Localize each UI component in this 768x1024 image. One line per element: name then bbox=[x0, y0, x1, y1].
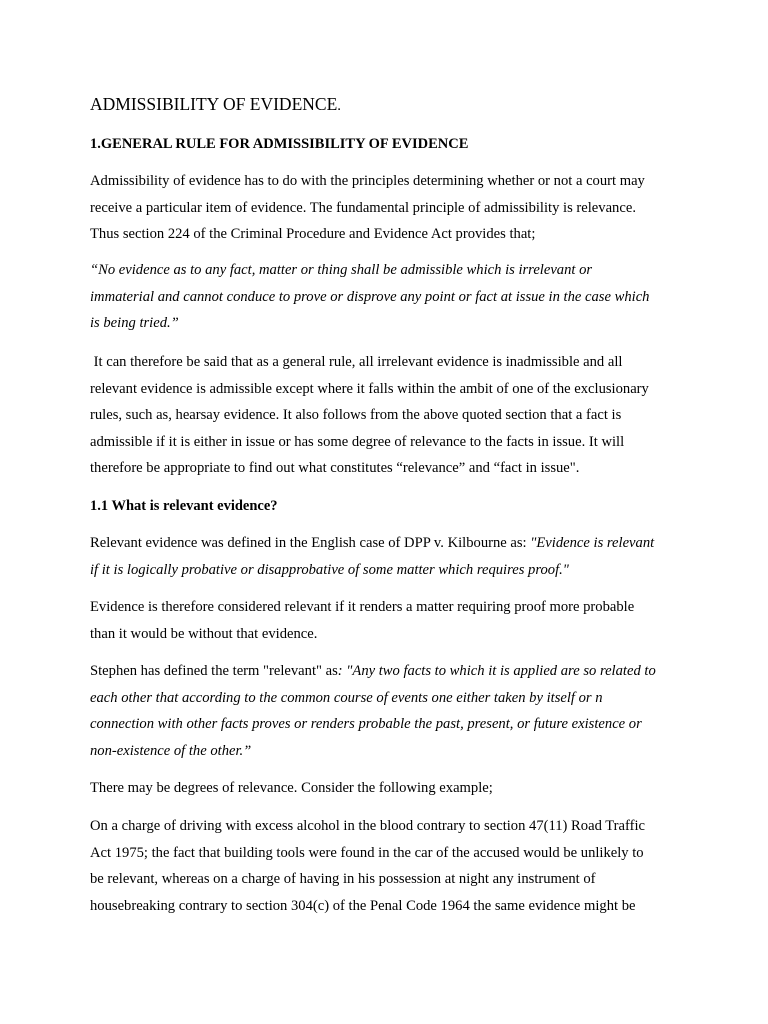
text-line: therefore be appropriate to find out what constitutes “relevance” and “fact in issue". bbox=[90, 460, 580, 477]
title-text: ADMISSIBILITY OF EVIDENCE bbox=[90, 94, 338, 114]
paragraph-example bbox=[90, 813, 690, 919]
paragraph-general-rule bbox=[90, 349, 690, 482]
text-line: It can therefore be said that as a general rule, all irrelevant evidence is inadmissible and all bbox=[90, 354, 623, 370]
quoted-definition: : "Any two facts to which it is applied are so related to bbox=[337, 663, 656, 679]
text-line: Thus section 224 of the Criminal Procedure and Evidence Act provides that; bbox=[90, 226, 536, 243]
quote-section-224 bbox=[90, 257, 690, 337]
quoted-definition: "Evidence is relevant bbox=[530, 535, 655, 551]
text-line: is being tried.” bbox=[90, 315, 179, 332]
paragraph-relevance-meaning bbox=[90, 594, 690, 647]
section-heading-general-rule: 1.GENERAL RULE FOR ADMISSIBILITY OF EVIDENCE bbox=[90, 136, 469, 152]
quoted-definition: if it is logically probative or disapprobative of some matter which requires proof." bbox=[90, 561, 569, 578]
plain-text: Relevant evidence was defined in the English case of DPP v. Kilbourne as: bbox=[90, 535, 531, 551]
text-line bbox=[90, 658, 690, 685]
section-heading-relevant-evidence: 1.1 What is relevant evidence? bbox=[90, 498, 278, 514]
text-line: Act 1975; the fact that building tools were found in the car of the accused would be unlikely to bbox=[90, 844, 644, 861]
text-line: relevant evidence is admissible except where it falls within the ambit of one of the exclusionary bbox=[90, 380, 649, 397]
plain-text: Stephen has defined the term "relevant" as bbox=[90, 663, 338, 679]
text-line: than it would be without that evidence. bbox=[90, 625, 318, 642]
text-line: receive a particular item of evidence. The fundamental principle of admissibility is relevance. bbox=[90, 199, 636, 216]
paragraph-degrees-of-relevance bbox=[90, 775, 690, 802]
paragraph-stephen-definition bbox=[90, 658, 690, 764]
text-line: “No evidence as to any fact, matter or thing shall be admissible which is irrelevant or bbox=[90, 262, 593, 278]
text-line: On a charge of driving with excess alcohol in the blood contrary to section 47(11) Road Traffic bbox=[90, 818, 645, 834]
text-line: There may be degrees of relevance. Consider the following example; bbox=[90, 780, 493, 796]
text-line: housebreaking contrary to section 304(c) of the Penal Code 1964 the same evidence might be bbox=[90, 897, 636, 914]
text-line bbox=[90, 530, 690, 557]
title-period: . bbox=[337, 98, 342, 114]
paragraph-admissibility-intro bbox=[90, 168, 690, 248]
quoted-definition: non-existence of the other.” bbox=[90, 742, 252, 759]
paragraph-kilbourne-definition bbox=[90, 530, 690, 583]
quoted-definition: connection with other facts proves or renders probable the past, present, or future existence or bbox=[90, 716, 642, 733]
document-title bbox=[90, 93, 341, 117]
text-line: immaterial and cannot conduce to prove or disprove any point or fact at issue in the case which bbox=[90, 288, 650, 305]
text-line: be relevant, whereas on a charge of having in his possession at night any instrument of bbox=[90, 871, 596, 888]
quoted-definition: each other that according to the common course of events one either taken by itself or n bbox=[90, 689, 603, 706]
text-line: admissible if it is either in issue or has some degree of relevance to the facts in issue. It will bbox=[90, 433, 625, 450]
text-line: Admissibility of evidence has to do with the principles determining whether or not a court may bbox=[90, 173, 645, 189]
text-line: rules, such as, hearsay evidence. It also follows from the above quoted section that a fact is bbox=[90, 407, 622, 424]
text-line: Evidence is therefore considered relevant if it renders a matter requiring proof more probable bbox=[90, 599, 635, 615]
